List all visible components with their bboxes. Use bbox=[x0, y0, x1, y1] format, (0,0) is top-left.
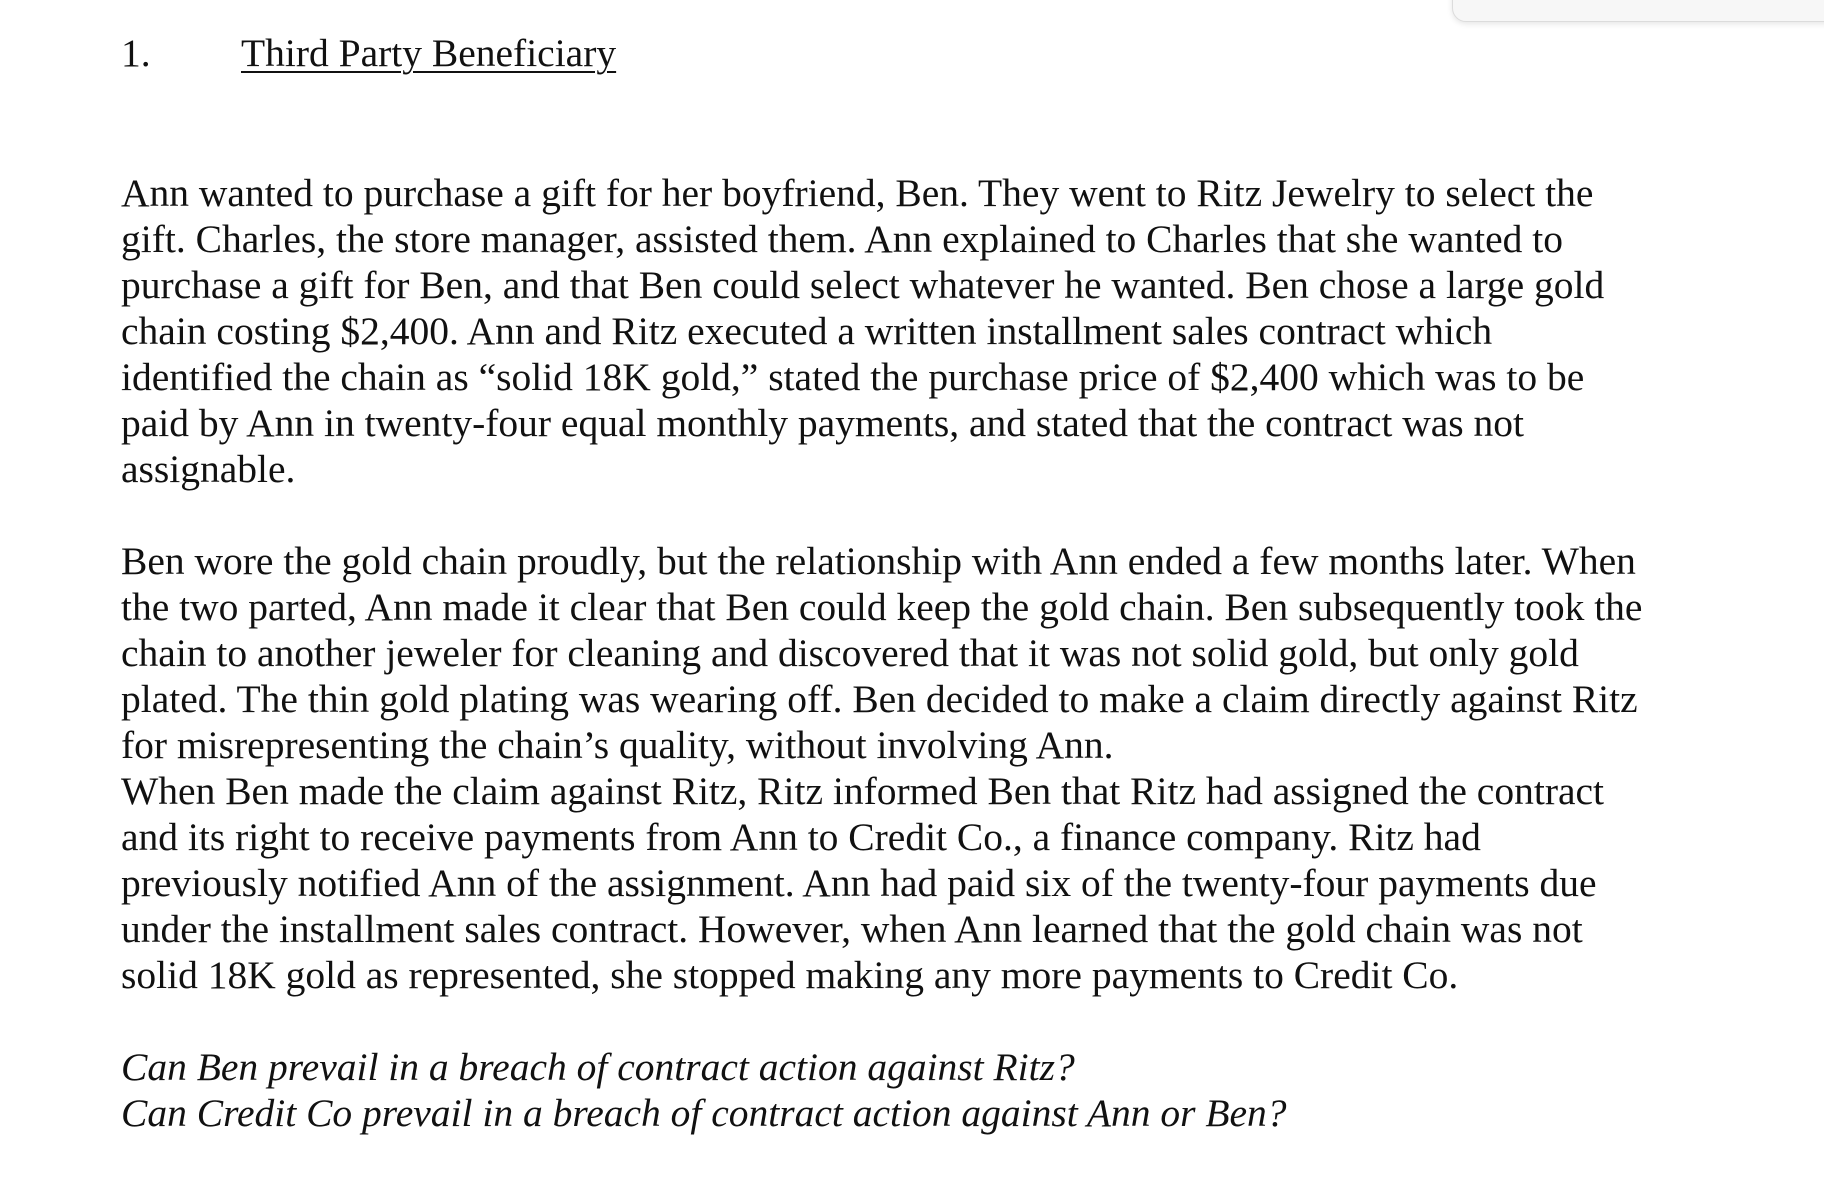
questions-block bbox=[121, 1044, 1287, 1136]
fact-paragraph-1 bbox=[121, 170, 1604, 492]
text-line: chain costing $2,400. Ann and Ritz executed a written installment sales contract which bbox=[121, 309, 1493, 353]
text-line: under the installment sales contract. However, when Ann learned that the gold chain was not bbox=[121, 907, 1583, 951]
text-line: and its right to receive payments from Ann to Credit Co., a finance company. Ritz had bbox=[121, 815, 1481, 859]
text-line: the two parted, Ann made it clear that Ben could keep the gold chain. Ben subsequently took the bbox=[121, 585, 1643, 629]
text-line: identified the chain as “solid 18K gold,” stated the purchase price of $2,400 which was to be bbox=[121, 355, 1585, 399]
text-line: chain to another jeweler for cleaning and discovered that it was not solid gold, but only gold bbox=[121, 631, 1579, 675]
text-line: Ben wore the gold chain proudly, but the relationship with Ann ended a few months later. When bbox=[121, 539, 1636, 583]
section-number: 1. bbox=[121, 31, 151, 75]
text-line: assignable. bbox=[121, 447, 296, 491]
question-2: Can Credit Co prevail in a breach of contract action against Ann or Ben? bbox=[121, 1091, 1287, 1135]
text-line: purchase a gift for Ben, and that Ben could select whatever he wanted. Ben chose a large gold bbox=[121, 263, 1605, 307]
text-line: for misrepresenting the chain’s quality, without involving Ann. bbox=[121, 723, 1114, 767]
text-line: gift. Charles, the store manager, assisted them. Ann explained to Charles that she wanted to bbox=[121, 217, 1564, 261]
fact-paragraph-2 bbox=[121, 538, 1642, 998]
section-heading bbox=[121, 30, 616, 76]
section-title: Third Party Beneficiary bbox=[241, 31, 617, 75]
text-line: When Ben made the claim against Ritz, Ritz informed Ben that Ritz had assigned the contract bbox=[121, 769, 1605, 813]
text-line: plated. The thin gold plating was wearing off. Ben decided to make a claim directly against Ritz bbox=[121, 677, 1638, 721]
text-line: previously notified Ann of the assignment. Ann had paid six of the twenty-four payments due bbox=[121, 861, 1597, 905]
text-line: solid 18K gold as represented, she stopped making any more payments to Credit Co. bbox=[121, 953, 1459, 997]
text-line: Ann wanted to purchase a gift for her boyfriend, Ben. They went to Ritz Jewelry to select the bbox=[121, 171, 1594, 215]
text-line: paid by Ann in twenty-four equal monthly payments, and stated that the contract was not bbox=[121, 401, 1525, 445]
question-1: Can Ben prevail in a breach of contract action against Ritz? bbox=[121, 1045, 1075, 1089]
window-panel-edge bbox=[1452, 0, 1824, 22]
